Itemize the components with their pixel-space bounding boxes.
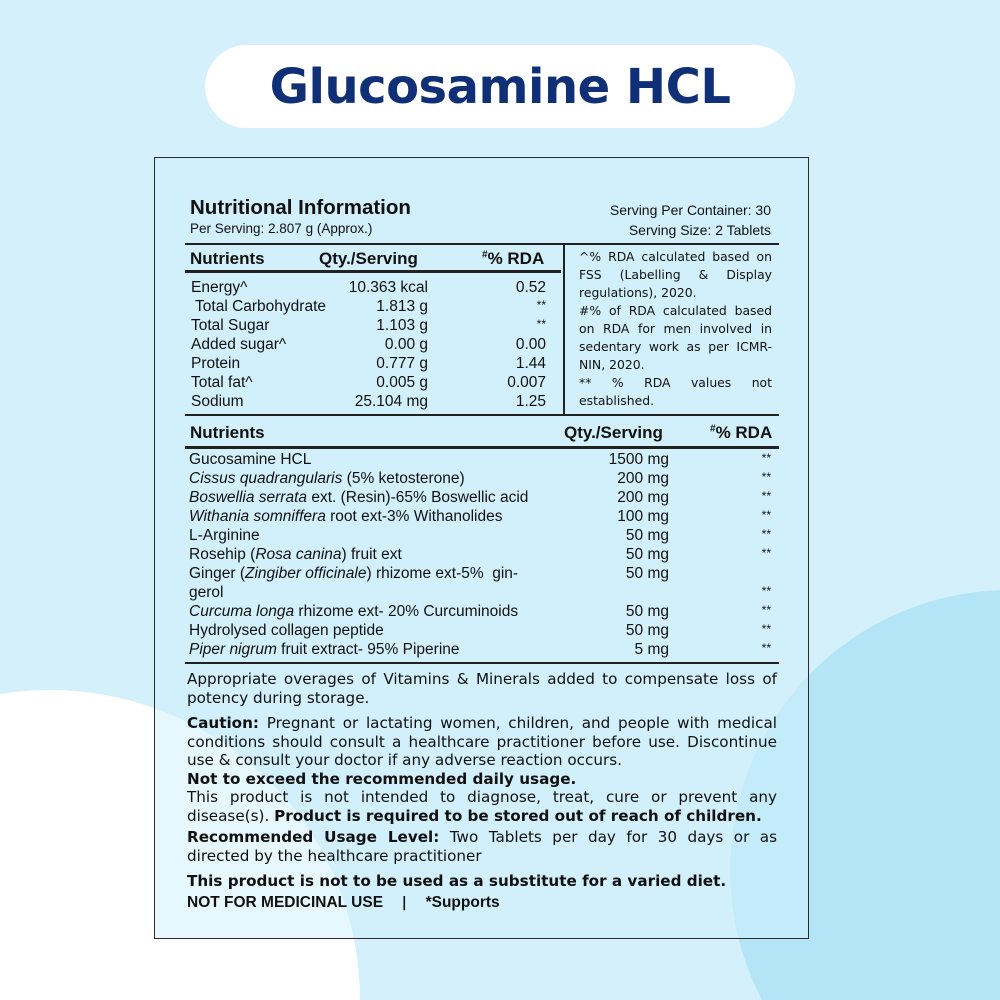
ingredient-rda: ** <box>761 622 771 636</box>
table-row <box>155 508 808 527</box>
ingredient-name <box>189 527 260 545</box>
rda-label-2: % RDA <box>715 423 773 442</box>
table1-row-name: Protein <box>191 355 241 372</box>
table1-row-qty: 10.363 kcal <box>348 279 428 296</box>
table1-row-rda: 0.00 <box>515 336 546 353</box>
table2-col-rda <box>710 423 772 443</box>
label-heading: Nutritional Information <box>190 196 411 219</box>
table-row <box>155 565 808 584</box>
ingredient-rda: ** <box>761 584 771 598</box>
table1-row-rda: 1.44 <box>515 355 546 372</box>
rda-label: % RDA <box>487 249 545 268</box>
ingredient-qty: 200 mg <box>617 489 669 506</box>
table1-row-qty: 0.00 g <box>384 336 428 353</box>
nutrition-label <box>154 157 809 939</box>
table-row <box>155 451 808 470</box>
bottom-line <box>187 894 777 913</box>
table2-col-qty: Qty./Serving <box>564 423 663 442</box>
ingredient-name-part: Cissus quadrangularis <box>189 470 343 487</box>
ingredient-name <box>189 565 518 583</box>
table1-row-name: Total fat^ <box>191 374 253 391</box>
ingredient-name-part: Hydrolysed collagen peptide <box>189 622 384 639</box>
product-title: Glucosamine HCL <box>269 58 731 115</box>
table1-row-qty: 25.104 mg <box>354 393 428 410</box>
separator: | <box>401 895 407 911</box>
substitute-text: This product is not to be used as a substitute for a varied diet. <box>187 872 727 890</box>
storage-text: Product is required to be stored out of reach of children. <box>274 806 762 825</box>
ingredient-name <box>189 470 465 488</box>
table1-row-name: Added sugar^ <box>191 336 287 353</box>
diagnose-text: This product is not intended to diagnose, treat, cure or prevent any disease(s). <box>187 788 777 825</box>
rda-sup-2: # <box>710 423 716 435</box>
ingredient-name-part: ) rhizome ext-5% gin- <box>366 565 519 582</box>
table1-row-rda: 0.007 <box>507 374 546 391</box>
table1-top-rule <box>185 243 779 245</box>
serving-per-container: Serving Per Container: 30 <box>609 202 771 218</box>
ingredient-qty: 100 mg <box>617 508 669 525</box>
not-medicinal-text: NOT FOR MEDICINAL USE <box>187 894 384 911</box>
table1-col-qty: Qty./Serving <box>319 249 418 268</box>
table2-bottom-rule <box>185 662 779 664</box>
table1-row-rda: ** <box>536 298 546 312</box>
table2-col-nutrients: Nutrients <box>190 423 265 442</box>
caution-block <box>187 714 777 825</box>
table1-row-qty: 0.005 g <box>376 374 428 391</box>
table1-row-name: Energy^ <box>191 279 248 296</box>
table-row <box>155 622 808 641</box>
ingredient-name-part: Boswellia serrata <box>189 489 308 506</box>
usage-text: Two Tablets per day for 30 days or as directed by the healthcare practitioner <box>187 828 777 865</box>
table1-row-qty: 1.813 g <box>376 298 428 315</box>
ingredient-qty: 5 mg <box>634 641 669 658</box>
ingredient-rda: ** <box>761 527 771 541</box>
ingredient-rda: ** <box>761 470 771 484</box>
ingredient-name <box>189 603 518 621</box>
note-fss: ^% RDA calculated based on FSS (Labelling & Display regulations), 2020. <box>579 249 772 300</box>
ingredient-name <box>189 508 502 526</box>
ingredient-rda: ** <box>761 546 771 560</box>
title-pill <box>205 45 795 128</box>
ingredient-name <box>189 546 402 564</box>
table2-header-rule <box>185 446 779 449</box>
ingredient-name-part: Ginger ( <box>189 565 245 582</box>
usage-block <box>187 828 777 865</box>
table1-row-qty: 1.103 g <box>376 317 428 334</box>
ingredient-name-part: Rosehip ( <box>189 546 256 563</box>
ingredient-name <box>189 584 223 602</box>
table-row <box>155 546 808 565</box>
table1-row-rda: ** <box>536 317 546 331</box>
ingredient-name-part: (5% ketosterone) <box>342 470 465 487</box>
table1-row-rda: 0.52 <box>515 279 546 296</box>
table-row <box>155 489 808 508</box>
table1-col-nutrients: Nutrients <box>190 249 265 268</box>
ingredient-name <box>189 489 528 507</box>
note-not-established: ** % RDA values not established. <box>579 375 772 408</box>
not-exceed-text: Not to exceed the recommended daily usage. <box>187 769 577 788</box>
ingredient-qty: 1500 mg <box>608 451 669 468</box>
table1-row-name: Total Carbohydrate <box>191 298 326 315</box>
ingredient-name <box>189 641 460 659</box>
table-row <box>155 470 808 489</box>
ingredient-qty: 50 mg <box>625 527 669 544</box>
ingredient-name <box>189 451 311 469</box>
ingredient-rda: ** <box>761 451 771 465</box>
ingredient-qty: 50 mg <box>625 565 669 582</box>
ingredient-qty: 200 mg <box>617 470 669 487</box>
table1-row-name: Total Sugar <box>191 317 270 334</box>
ingredient-rda: ** <box>761 603 771 617</box>
ingredient-name-part: fruit extract- 95% Piperine <box>276 641 460 658</box>
per-serving: Per Serving: 2.807 g (Approx.) <box>190 221 373 236</box>
caution-label: Caution: <box>187 714 259 732</box>
table1-col-rda <box>482 249 544 269</box>
ingredient-name-part: Gucosamine HCL <box>189 451 312 468</box>
ingredient-name-part: rhizome ext- 20% Curcuminoids <box>294 603 519 620</box>
overages-text: Appropriate overages of Vitamins & Minerals added to compensate loss of potency during storage. <box>187 670 777 707</box>
table1-divider <box>563 243 565 415</box>
ingredient-rda: ** <box>761 641 771 655</box>
ingredient-name <box>189 622 384 640</box>
ingredient-qty: 50 mg <box>625 546 669 563</box>
substitute-block <box>187 872 777 891</box>
table1-bottom-rule <box>185 414 779 416</box>
table-row <box>155 603 808 622</box>
ingredient-name-part: Zingiber officinale <box>245 565 367 582</box>
ingredient-name-part: Curcuma longa <box>189 603 295 620</box>
table1-row-qty: 0.777 g <box>376 355 428 372</box>
ingredient-qty: 50 mg <box>625 622 669 639</box>
usage-label: Recommended Usage Level: <box>187 828 440 846</box>
table1-row-rda: 1.25 <box>515 393 546 410</box>
ingredient-name-part: Withania somniffera <box>189 508 326 525</box>
ingredient-rda: ** <box>761 489 771 503</box>
rda-notes <box>579 248 772 410</box>
table1-row-name: Sodium <box>191 393 244 410</box>
ingredient-name-part: L-Arginine <box>189 527 260 544</box>
supports-text: *Supports <box>425 894 500 911</box>
ingredient-name-part: Rosa canina <box>255 546 342 563</box>
ingredient-name-part: root ext-3% Withanolides <box>325 508 503 525</box>
note-icmr: #% of RDA calculated based on RDA for men involved in sedentary work as per ICMR-NIN, 2020. <box>579 303 772 372</box>
table-row <box>155 584 808 603</box>
table1-header-rule <box>185 270 561 273</box>
ingredient-qty: 50 mg <box>625 603 669 620</box>
ingredient-name-part: Piper nigrum <box>189 641 277 658</box>
ingredient-name-part: ext. (Resin)-65% Boswellic acid <box>307 489 529 506</box>
caution-text: Pregnant or lactating women, children, and people with medical conditions should consult a healthcare practitioner before use. Discontinue use & consult your doctor if any adverse reaction occurs. <box>187 714 777 769</box>
ingredient-rda: ** <box>761 508 771 522</box>
serving-size: Serving Size: 2 Tablets <box>628 222 771 238</box>
rda-sup: # <box>482 249 488 261</box>
ingredient-name-part: ) fruit ext <box>341 546 402 563</box>
ingredient-name-part: gerol <box>189 584 224 601</box>
table-row <box>155 641 808 660</box>
table-row <box>155 527 808 546</box>
